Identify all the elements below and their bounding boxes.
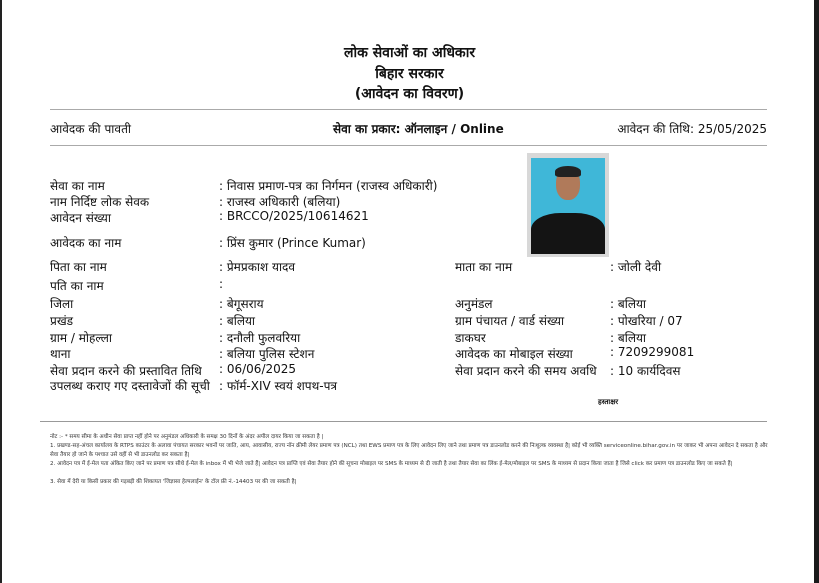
field-value: : प्रेमप्रकाश यादव xyxy=(219,260,296,274)
field-value: : निवास प्रमाण-पत्र का निर्गमन (राजस्व अधिकारी) xyxy=(219,179,438,193)
field-value: : बलिया xyxy=(610,331,647,345)
receipt-label: आवेदक की पावती xyxy=(50,122,132,136)
field-value: : xyxy=(219,277,224,291)
field-label: माता का नाम xyxy=(455,260,513,274)
field-label: उपलब्ध कराए गए दस्तावेजों की सूची xyxy=(50,379,210,393)
field-label: सेवा का नाम xyxy=(50,179,105,193)
field-label: नाम निर्दिष्ट लोक सेवक xyxy=(50,195,150,209)
field-value: : 10 कार्यदिवस xyxy=(610,364,681,378)
field-value: : प्रिंस कुमार (Prince Kumar) xyxy=(219,236,366,250)
field-value: : 06/06/2025 xyxy=(219,362,297,376)
header-title: लोक सेवाओं का अधिकार xyxy=(343,45,476,61)
field-label: ग्राम पंचायत / वार्ड संख्या xyxy=(455,314,565,328)
note-3: 3. सेवा में देरी या किसी प्रकार की गड़बड़ी की शिकायत 'जिज्ञासा हेल्पलाईन' के टॉल फ्री नं.-14403 पर की जा सकती है| xyxy=(50,479,297,485)
header-subtitle: (आवेदन का विवरण) xyxy=(354,86,465,102)
field-label: ग्राम / मोहल्ला xyxy=(50,331,113,345)
service-type: सेवा का प्रकार: ऑनलाइन / Online xyxy=(333,122,504,136)
field-value: : पोखरिया / 07 xyxy=(610,314,683,328)
note-main: नोट :- * समय सीमा के अधीन सेवा प्राप्त नहीं होने पर अनुमंडल अधिकारी के समक्ष 30 दिनों के अंदर अपील दायर किया जा सकता है | xyxy=(50,434,324,440)
divider xyxy=(50,109,767,110)
field-value: : बलिया xyxy=(219,314,256,328)
field-label: पति का नाम xyxy=(50,279,104,293)
field-value: : बलिया xyxy=(610,297,647,311)
note-2: 2. आवेदन पत्र में ई-मेल पता अंकित किए जाने पर प्रमाण पत्र सीधे ई-मेल के inbox में भी भेजे जाते हैं| आवेदन पत्र प्राप्ति एवं सेवा तैयार होने की सूचना मोबाइल पर SMS के माध्यम से दी जाती है तथा तैयार सेवा का लिंक ई-मेल/मोबाइल पर SMS के माध्यम से प्रदान किया जाता है जिसे click कर प्रमाण पत्र डाउनलोड किए जा सकते हैं| xyxy=(50,461,733,467)
field-label: जिला xyxy=(50,297,74,311)
field-value: : BRCCO/2025/10614621 xyxy=(219,209,369,223)
divider xyxy=(40,421,767,422)
note-1: 1. प्रखण्ड-सह-अंचल कार्यालय के RTPS काउंटर के अलावा पंचायत सरकार भवनों पर जाति, आय, आवासीय, राज्य नॉन क्रीमी लेयर प्रमाण पत्र (NCL) तथा EWS प्रमाण पत्र के लिए आवेदन लिए जाने तथा प्रमाण पत्र डाउनलोड करने की निःशुल्क व्यवस्था है| कोई भी व्यक्ति serviceonline.bihar.gov.in पर जाकर भी अपना आवेदन दे सकता है और सेवा तैयार हो जाने के पश्चात उसे वहीं से भी डाउनलोड कर सकता है| xyxy=(50,443,768,458)
applicant-photo xyxy=(527,153,609,257)
field-label: सेवा प्रदान करने की समय अवधि xyxy=(455,364,597,378)
field-value: : फॉर्म-XIV स्वयं शपथ-पत्र xyxy=(219,379,338,393)
field-value: : 7209299081 xyxy=(610,345,695,359)
field-value: : राजस्व अधिकारी (बलिया) xyxy=(219,195,341,209)
field-value: : बेगूसराय xyxy=(219,297,264,311)
field-label: सेवा प्रदान करने की प्रस्तावित तिथि xyxy=(50,364,202,378)
field-label: प्रखंड xyxy=(50,314,74,328)
field-label: अनुमंडल xyxy=(455,297,493,311)
field-value: : दनौली फुलवरिया xyxy=(219,331,301,345)
divider xyxy=(50,145,767,146)
field-label: आवेदक का नाम xyxy=(50,236,122,250)
field-label: आवेदक का मोबाइल संख्या xyxy=(455,347,573,361)
signature-label: हस्ताक्षर xyxy=(598,398,619,406)
header-government: बिहार सरकार xyxy=(375,66,444,82)
field-label: डाकघर xyxy=(455,331,486,345)
field-value: : बलिया पुलिस स्टेशन xyxy=(219,347,315,361)
field-label: थाना xyxy=(50,347,71,361)
field-label: पिता का नाम xyxy=(50,260,107,274)
field-value: : जोली देवी xyxy=(610,260,662,274)
application-date: आवेदन की तिथि: 25/05/2025 xyxy=(617,122,767,136)
field-label: आवेदन संख्या xyxy=(50,211,111,225)
